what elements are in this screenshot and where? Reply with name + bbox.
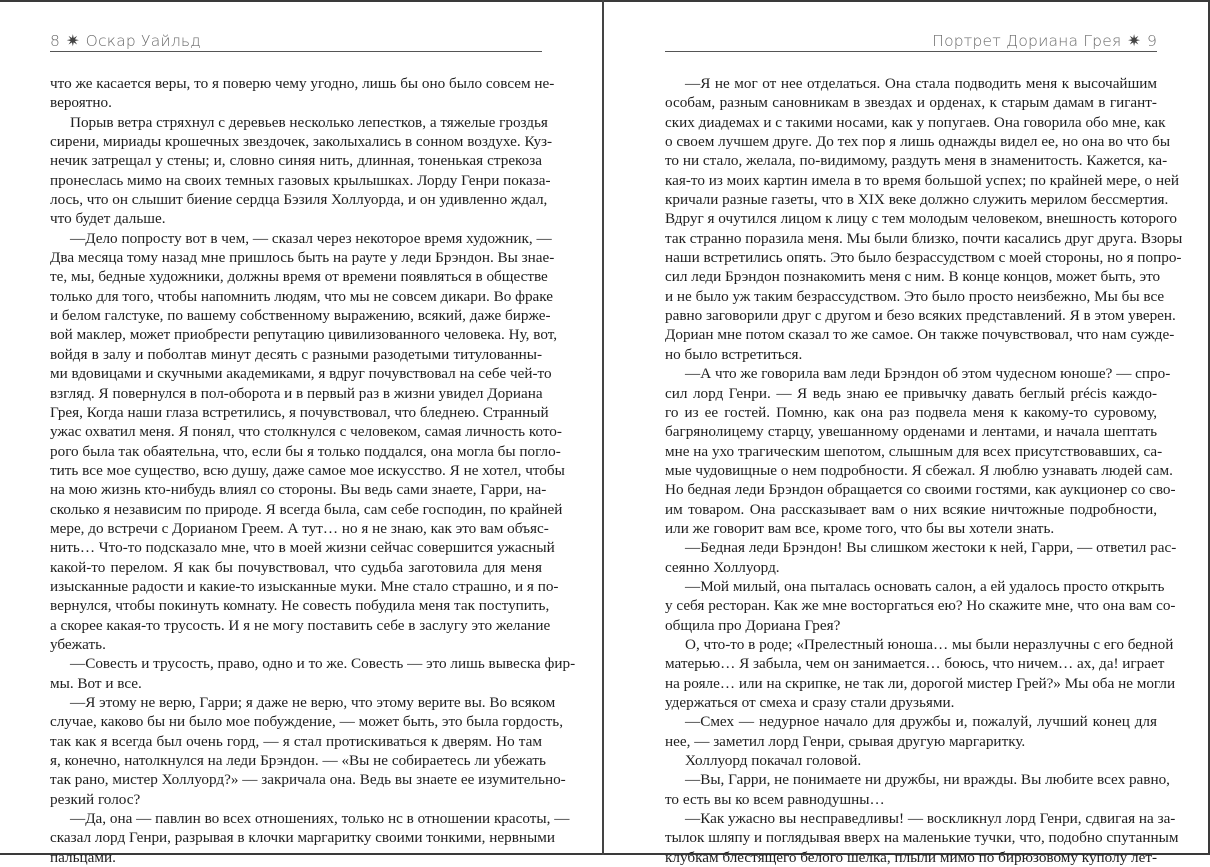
right-running-head [665, 31, 1157, 52]
text-line: только для того, чтобы напомнить людям, что мы не совсем дикари. Во фраке [50, 287, 554, 305]
text-line: так странно поразила меня. Мы были близко, почти касались друг друга. Взоры [665, 229, 1183, 247]
text-line: го из ее гостей. Помню, как она раз подвела меня к какому-то суровому, [665, 403, 1157, 421]
text-line: сеянно Холлуорд. [665, 558, 780, 576]
text-line: что же касается веры, то я поверю чему угодно, лишь бы оно было совсем не- [50, 75, 555, 92]
text-line: равно заговорили друг с другом и безо всяких представлений. Я в этом уверен. [665, 307, 1176, 325]
text-line: и не было уж таким безрассудством. Это было просто неизбежно, Мы бы все [665, 287, 1165, 305]
text-line: —Бедная леди Брэндон! Вы слишком жестоки к ней, Гарри, — ответил рас- [685, 539, 1177, 557]
text-line: —Я не мог от нее отделаться. Она стала подводить меня к высочайшим [685, 75, 1157, 92]
text-line: Два месяца тому назад мне пришлось быть на рауте у леди Брэндон. Вы знае- [50, 249, 555, 267]
text-line: но было встретиться. [665, 345, 803, 363]
text-line: кричали разные газеты, что в XIX веке должно служить мерилом бессмертия. [665, 191, 1169, 209]
text-line: —Смех — недурное начало для дружбы и, пожалуй, лучший конец для [685, 713, 1157, 731]
text-line: мере, до встречи с Дорианом Греем. А тут… но я не знаю, как это вам объяс- [50, 519, 549, 537]
text-line: на мою жизнь кто-нибудь влиял со стороны. Вы ведь сами знаете, Гарри, на- [50, 481, 547, 499]
text-line: пальцами. [50, 848, 116, 866]
text-line: или же говорит вам все, кроме того, что бы вы хотели знать. [665, 519, 1055, 537]
text-line: а скорее какая-то трусость. И я не могу поставить себе в заслугу это желание [50, 616, 551, 634]
left-page [50, 0, 576, 866]
text-line: Дориан мне потом сказал то же самое. Он также почувствовал, что нам сужде- [665, 326, 1175, 344]
text-line: вероятно. [50, 94, 112, 112]
book-title: Портрет Дориана Грея [932, 32, 1122, 50]
text-line: мне на ухо трагическим шепотом, слышным для всех присутствовавших, са- [665, 442, 1163, 460]
text-line: сколько я независим по природе. Я всегда была, сам себе господин, по крайней [50, 500, 563, 518]
text-line: вернулся, чтобы покинуть комнату. Не совесть побудила меня так поступить, [50, 597, 550, 615]
text-line: сил леди Брэндон познакомить меня с ним. В конце концов, может быть, это [665, 268, 1161, 286]
text-line: вой маклер, может приобрести репутацию цивилизованного человека. Ну, вот, [50, 326, 558, 344]
text-line: —Дело попросту вот в чем, — сказал через некоторое время художник, — [70, 229, 552, 247]
text-line: о своем лучшем друге. До тех пор я лишь однажды видел ее, но она во что бы [665, 133, 1171, 151]
text-line: я, конечно, натолкнулся на леди Брэндон. — «Вы не собираетесь ли убежать [50, 752, 546, 770]
text-line: резкий голос? [50, 790, 141, 808]
text-line: какой-то перелом. Я как бы почувствовал, что судьба заготовила для меня [50, 558, 542, 576]
text-line: мы. Вот и все. [50, 674, 142, 692]
text-line: у себя ресторан. Как же мне восторгаться ею? Но скажите мне, что она вам со- [665, 597, 1176, 615]
text-line: то ни стало, желала, по-видимому, раздуть меня в знаменитость. Кажется, ка- [665, 152, 1168, 170]
page-number: 8 [50, 32, 61, 50]
text-line: пронеслась мимо на своих темных газовых крылышках. Лорду Генри показа- [50, 171, 551, 189]
book-spine-divider [602, 0, 604, 855]
text-line: мые чудовищные о нем подробности. Я сбежал. Я люблю узнавать людей сам. [665, 461, 1173, 479]
text-line: —Мой милый, она пыталась основать салон, а ей удалось просто открыть [685, 577, 1165, 595]
page-number: 9 [1146, 32, 1157, 50]
text-line: —Вы, Гарри, не понимаете ни дружбы, ни вражды. Вы любите всех равно, [685, 771, 1170, 789]
text-line: ужас охватил меня. Я понял, что столкнулся с человеком, самая личность кото- [50, 423, 562, 441]
text-line: —Как ужасно вы несправедливы! — воскликнул лорд Генри, сдвигая на за- [685, 810, 1176, 828]
text-line: нечик затрещал у стены; и, словно синяя нить, длинная, тоненькая стрекоза [50, 152, 542, 170]
text-line: Порыв ветра стряхнул с деревьев несколько лепестков, а тяжелые гроздья [70, 113, 548, 131]
text-line: Но бедная леди Брэндон обращается со своими гостями, как аукционер со сво- [665, 481, 1176, 499]
author-title: Оскар Уайльд [85, 32, 201, 50]
left-running-head [50, 31, 542, 52]
text-line: —А что же говорила вам леди Брэндон об этом чудесном юноше? — спро- [685, 365, 1171, 383]
text-line: и белом галстуке, по вашему собственному выражению, всякий, даже бирже- [50, 307, 551, 325]
text-line: сказал лорд Генри, разрывая в клочки маргаритку своими тонкими, нервными [50, 829, 555, 847]
text-line: рого была так обаятельна, что, если бы я только поддался, она могла бы погло- [50, 442, 561, 460]
text-line: Грея, Когда наши глаза встретились, я почувствовал, что бледнею. Странный [50, 403, 549, 421]
text-line: Вдруг я очутился лицом к лицу с тем молодым человеком, внешность которого [665, 210, 1178, 228]
text-line: тылок шляпу и поглядывая вверх на маленькие тучки, что, подобно спутанным [665, 829, 1179, 847]
right-page-body-text [665, 74, 1183, 867]
left-page-body-text [50, 74, 576, 867]
text-line: что будет дальше. [50, 210, 166, 228]
text-line: так как я всегда был очень горд, — я стал протискиваться к дверям. Но там [50, 732, 542, 750]
text-line: то есть вы ко всем равнодушны… [665, 790, 885, 808]
text-line: взгляд. Я повернулся в пол-оборота и в первый раз в жизни увидел Дориана [50, 384, 543, 402]
text-line: нить… Что-то подсказало мне, что в моей жизни сейчас совершится ужасный [50, 539, 555, 557]
right-page [665, 0, 1183, 866]
text-line: случае, каково бы ни было мое побуждение, — может быть, это была гордость, [50, 713, 563, 731]
text-line: сирени, мириады крошечных звездочек, заколыхались в сонном воздухе. Куз- [50, 133, 553, 151]
text-line: наши встретились опять. Это было безрассудством с моей стороны, но я попро- [665, 249, 1182, 267]
text-line: сил лорд Генри. — Я ведь знаю ее привычку давать беглый précis каждо- [665, 384, 1157, 402]
text-line: убежать. [50, 635, 106, 653]
text-line: —Совесть и трусость, право, одно и то же. Совесть — это лишь вывеска фир- [70, 655, 576, 673]
text-line: лось, что он слышит биение сердца Бэзиля Холлуорда, и он удивленно ждал, [50, 191, 548, 209]
text-line: —Да, она — павлин во всех отношениях, только нс в отношении красоты, — [70, 810, 570, 828]
asterisk-ornament-icon: ✷ [66, 31, 80, 50]
text-line: кая-то из моих картин имела в то время большой успех; по крайней мере, о ней [665, 171, 1179, 189]
text-line: войдя в залу и поболтав минут десять с разными разодетыми титулованны- [50, 345, 542, 363]
text-line: багрянолицему старцу, увешанному орденами и лентами, и начала шептать [665, 423, 1157, 441]
text-line: удержаться от смеха и сразу стали друзьями. [665, 694, 955, 711]
text-line: изысканные радости и какие-то изысканные муки. Мне стало страшно, и я по- [50, 577, 559, 595]
text-line: —Я этому не верю, Гарри; я даже не верю, что этому верите вы. Во всяком [70, 694, 556, 711]
text-line: тить все мое существо, всю душу, даже самое мое искусство. Я не хотел, чтобы [50, 461, 565, 479]
text-line: общила про Дориана Грея? [665, 616, 841, 634]
text-line: Холлуорд покачал головой. [685, 752, 862, 770]
text-line: те, мы, бедные художники, должны время от времени появляться в обществе [50, 268, 548, 286]
asterisk-ornament-icon: ✷ [1127, 31, 1141, 50]
text-line: клубкам блестящего белого шелка, плыли мимо по бирюзовому куполу лет- [665, 848, 1158, 866]
text-line: им товаром. Она рассказывает вам о них всякие ничтожные подробности, [665, 500, 1157, 518]
text-line: так рано, мистер Холлуорд?» — закричала она. Ведь вы знаете ее изумительно- [50, 771, 566, 789]
text-line: О, что-то в роде; «Прелестный юноша… мы были неразлучны с его бедной [685, 635, 1174, 653]
text-line: ских диадемах и с такими носами, как у попугаев. Она говорила обо мне, как [665, 113, 1166, 131]
text-line: ми вдовицами и скучными академиками, я вдруг почувствовал на себе чей-то [50, 365, 552, 383]
text-line: нее, — заметил лорд Генри, срывая другую маргаритку. [665, 732, 1026, 750]
text-line: на рояле… или на скрипке, не так ли, дорогой мистер Грей?» Мы оба не могли [665, 674, 1176, 692]
text-line: матерью… Я забыла, чем он занимается… боюсь, что ничем… ах, да! играет [665, 655, 1165, 673]
text-line: особам, разным сановникам в звездах и орденах, к старым дамам в гигант- [665, 94, 1157, 112]
